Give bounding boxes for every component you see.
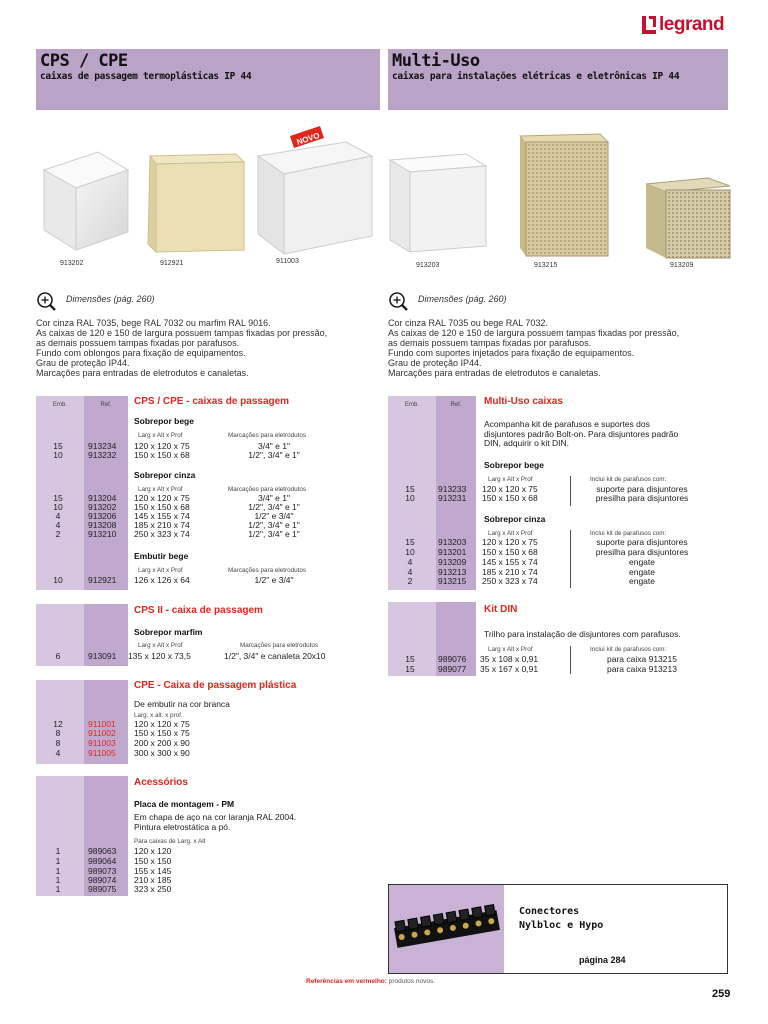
product-image-912921: [144, 150, 250, 258]
section-note: Acompanha kit de parafusos e suportes dos disjuntores padrão Bolt-on. Para disjuntores padrão DIN, adquirir o kit DIN.: [484, 419, 679, 448]
dimensions-link[interactable]: Dimensões (pág. 260): [66, 294, 155, 304]
section-title: Multi-Uso caixas: [484, 396, 563, 407]
table-row: 10 913201 150 x 150 x 68 presilha para disjuntores: [405, 547, 689, 557]
table-row: 15 913203 120 x 120 x 75 suporte para disjuntores: [405, 537, 688, 547]
section-title: Acessórios: [134, 777, 188, 788]
emb-header: Emb.: [52, 402, 67, 408]
table-row: 10 912921 126 x 126 x 64 1/2" e 3/4": [53, 575, 294, 585]
subsection-title: Sobrepor cinza: [484, 514, 546, 524]
ref-header: Ref.: [450, 402, 462, 408]
table-row: 4 913206 145 x 155 x 74 1/2" e 3/4": [55, 511, 294, 521]
col-header-kit: Inclui kit de parafusos com:: [590, 530, 667, 537]
table-row: 4 911005 300 x 300 x 90: [55, 748, 190, 758]
multiuso-title: Multi-Uso: [392, 51, 480, 71]
section-note: Em chapa de aço na cor laranja RAL 2004. Pintura eletrostática a pó.: [134, 812, 297, 832]
product-ref: 913203: [416, 262, 440, 269]
table-row: 8 911002 150 x 150 x 75: [55, 728, 190, 738]
col-header-dims: Para caixas de Larg. x Alt: [134, 838, 206, 845]
col-header-dims: Larg. x alt. x prof.: [134, 712, 183, 719]
table-row: 10 913232 150 x 150 x 68 1/2", 3/4" e 1": [53, 450, 300, 460]
col-header-dims: Larg x Alt x Prof: [138, 567, 183, 574]
multiuso-description: Cor cinza RAL 7035 ou bege RAL 7032. As caixas de 120 e 150 de largura possuem tampas fixadas por pressão, as demais possuem tampas fixadas por parafusos. Fundo com suportes injetados para fixação de equipamentos. Grau de proteção IP44. Marcações para entradas de eletrodutos e canaletas.: [388, 318, 680, 378]
footnote-text: produtos novos.: [386, 978, 435, 985]
legrand-logo-icon: [642, 16, 656, 34]
table-row: 8 911003 200 x 200 x 90: [55, 738, 190, 748]
subsection-title: Placa de montagem - PM: [134, 799, 235, 809]
table-row: 15 989076 35 x 108 x 0,91 para caixa 913215: [405, 654, 677, 664]
table-row: 10 913202 150 x 150 x 68 1/2", 3/4" e 1": [53, 502, 300, 512]
table-row: 6 913091 135 x 120 x 73,5 1/2", 3/4" e canaleta 20x10: [55, 651, 326, 661]
footnote: [306, 978, 435, 985]
cps-header: [36, 49, 380, 110]
section-title: CPS / CPE - caixas de passagem: [134, 396, 290, 407]
col-header-dims: Larg x Alt x Prof: [488, 646, 533, 653]
table-row: 15 989077 35 x 167 x 0,91 para caixa 913213: [405, 664, 677, 674]
section-title: CPE - Caixa de passagem plástica: [134, 680, 297, 691]
table-row: 12 911001 120 x 120 x 75: [53, 719, 190, 729]
ref-header: Ref.: [100, 402, 112, 408]
col-header-marks: Marcações para eletrodutos: [240, 642, 319, 649]
subsection-title: Embutir bege: [134, 551, 189, 561]
product-ref: 912921: [160, 260, 184, 267]
multiuso-header: [388, 49, 728, 110]
cps-description: Cor cinza RAL 7035, bege RAL 7032 ou marfim RAL 9016. As caixas de 120 e 150 de largura possuem tampas fixadas por pressão, as demais possuem tampas fixadas por parafusos. Fundo com oblongos para fixação de equipamentos. Grau de proteção IP44. Marcações para entradas de eletrodutos e canaletas.: [36, 318, 328, 378]
section-note: De embutir na cor branca: [134, 699, 230, 709]
col-header-marks: Marcações para eletrodutos: [228, 486, 307, 493]
new-badge: NOVO: [295, 130, 321, 147]
table-row: 1 989063 120 x 120: [55, 846, 172, 856]
subsection-title: Sobrepor bege: [484, 460, 544, 470]
magnifier-icon[interactable]: [388, 291, 408, 311]
col-header-kit: Inclui kit de parafusos com:: [590, 476, 667, 483]
table-row: 1 989064 150 x 150: [55, 856, 172, 866]
legrand-logo: legrand: [642, 14, 724, 36]
product-ref: 911003: [276, 258, 299, 265]
table-row: 1 989074 210 x 185: [55, 875, 172, 885]
table-row: 2 913215 250 x 323 x 74 engate: [407, 576, 655, 586]
section-note: Trilho para instalação de disjuntores com parafusos.: [484, 629, 681, 639]
subsection-title: Sobrepor cinza: [134, 470, 196, 480]
product-ref: 913202: [60, 260, 84, 267]
table-row: 15 913234 120 x 120 x 75 3/4" e 1": [53, 441, 291, 451]
footnote-label: Referências em vermelho:: [306, 978, 387, 985]
table-row: 4 913208 185 x 210 x 74 1/2", 3/4" e 1": [55, 520, 300, 530]
section-title: CPS II - caixa de passagem: [134, 605, 263, 616]
table-row: 4 913209 145 x 155 x 74 engate: [407, 557, 655, 567]
magnifier-icon[interactable]: [36, 291, 56, 311]
page-number: 259: [712, 988, 731, 1000]
connector-strip-image: [389, 885, 504, 973]
col-header-marks: Marcações para eletrodutos: [228, 567, 307, 574]
section-title: Kit DIN: [484, 604, 518, 615]
promo-page-link[interactable]: página 284: [579, 955, 626, 965]
col-header-kit: Inclui kit de parafusos com:: [590, 646, 667, 653]
col-header-dims: Larg x Alt x Prof: [138, 432, 183, 439]
product-image-913202: [36, 148, 132, 258]
table-row: 15 913233 120 x 120 x 75 suporte para disjuntores: [405, 484, 688, 494]
table-row: 15 913204 120 x 120 x 75 3/4" e 1": [53, 493, 291, 503]
cps-title: CPS / CPE: [40, 51, 128, 71]
product-ref: 913215: [534, 262, 558, 269]
product-image-913203: [388, 150, 488, 258]
col-header-dims: Larg x Alt x Prof: [138, 486, 183, 493]
subsection-title: Sobrepor bege: [134, 416, 194, 426]
product-image-911003: [254, 118, 384, 258]
table-row: 2 913210 250 x 323 x 74 1/2", 3/4" e 1": [55, 529, 300, 539]
emb-header: Emb.: [404, 402, 419, 408]
table-row: 1 989075 323 x 250: [55, 884, 172, 894]
product-image-913209: [644, 176, 732, 260]
col-header-dims: Larg x Alt x Prof: [488, 476, 533, 483]
cps-subtitle: caixas de passagem termoplásticas IP 44: [40, 71, 252, 82]
col-header-marks: Marcações para eletrodutos: [228, 432, 307, 439]
col-header-dims: Larg x Alt x Prof: [138, 642, 183, 649]
dimensions-link[interactable]: Dimensões (pág. 260): [418, 294, 507, 304]
subsection-title: Sobrepor marfim: [134, 627, 203, 637]
multiuso-subtitle: caixas para instalações elétricas e eletrônicas IP 44: [392, 71, 680, 82]
product-ref: 913209: [670, 262, 694, 269]
col-header-dims: Larg x Alt x Prof: [488, 530, 533, 537]
table-row: 10 913231 150 x 150 x 68 presilha para disjuntores: [405, 493, 689, 503]
connectors-promo[interactable]: [388, 884, 728, 974]
table-row: 4 913213 185 x 210 x 74 engate: [407, 567, 655, 577]
promo-title: Conectores Nylbloc e Hypo: [519, 906, 604, 931]
product-image-913215: [516, 132, 612, 260]
table-row: 1 989073 155 x 145: [55, 866, 172, 876]
